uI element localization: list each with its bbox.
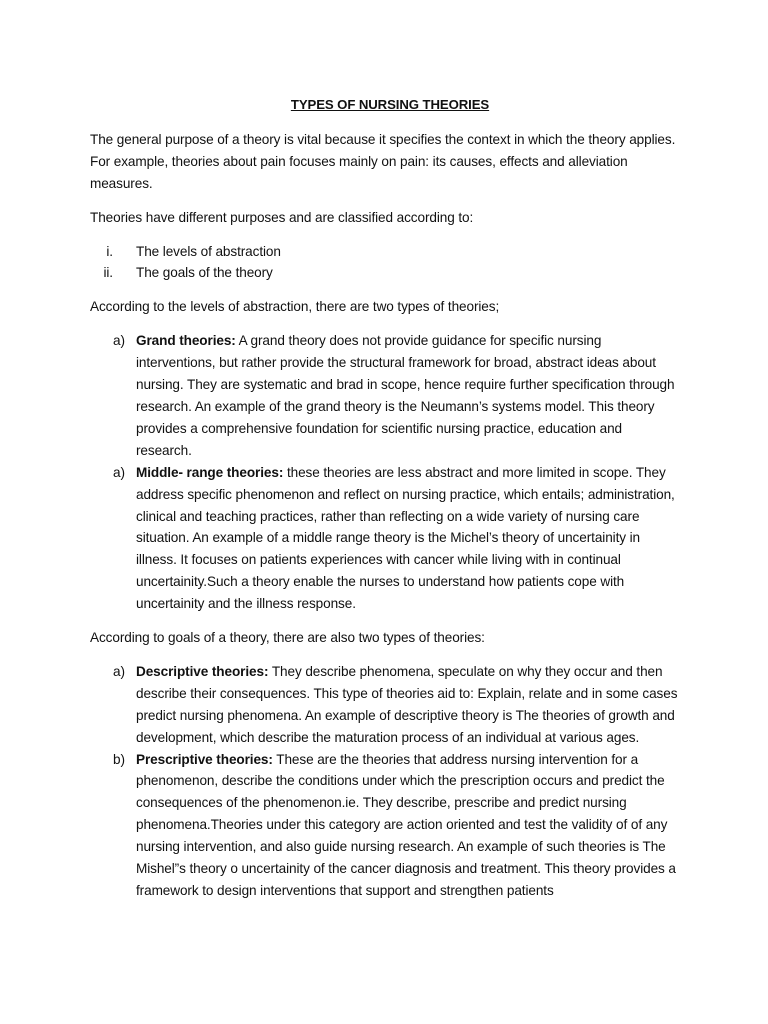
classification-intro: Theories have different purposes and are classified according to: bbox=[90, 209, 474, 225]
list-marker: a) bbox=[113, 663, 125, 679]
list-item-text: The levels of abstraction bbox=[136, 243, 281, 259]
goals-list bbox=[90, 661, 680, 902]
list-item bbox=[90, 462, 680, 615]
term-heading: Grand theories: bbox=[136, 333, 236, 349]
list-item-body bbox=[136, 661, 680, 749]
abstraction-list bbox=[90, 330, 680, 615]
list-item bbox=[90, 661, 680, 749]
goals-intro: According to goals of a theory, there are also two types of theories: bbox=[90, 630, 485, 646]
list-item-body bbox=[136, 749, 680, 902]
intro-paragraph: The general purpose of a theory is vital because it specifies the context in which the theory applies. For example, theories about pain focuses mainly on pain: its causes, effects and alleviation measures. bbox=[90, 131, 676, 191]
list-marker: b) bbox=[113, 751, 125, 767]
document-title: TYPES OF NURSING THEORIES bbox=[290, 97, 490, 112]
list-item bbox=[90, 241, 680, 263]
list-item bbox=[90, 330, 680, 461]
list-marker: i. bbox=[106, 243, 113, 259]
list-item-text: A grand theory does not provide guidance for specific nursing interventions, but rather provide the structural framework for broad, abstract ideas about nursing. They are systematic and brad in scope, hence require further specification through research. An example of the grand theory is the Neumann’s systems model. This theory provides a comprehensive foundation for scientific nursing practice, education and research. bbox=[136, 333, 675, 458]
list-item-text: These are the theories that address nursing intervention for a phenomenon, describe the conditions under which the prescription occurs and predict the consequences of the phenomenon.ie. They describe, prescribe and predict nursing phenomena.Theories under this category are action oriented and test the validity of of any nursing intervention, and also guide nursing research. An example of such theories is The Mishel”s theory o uncertainity of the cancer diagnosis and treatment. This theory provides a framework to design interventions that support and strengthen patients bbox=[136, 751, 676, 898]
document-page bbox=[90, 94, 680, 914]
list-item bbox=[90, 262, 680, 284]
term-heading: Prescriptive theories: bbox=[136, 751, 273, 767]
list-item-text: The goals of the theory bbox=[136, 265, 273, 281]
list-item bbox=[90, 749, 680, 902]
term-heading: Middle- range theories: bbox=[136, 464, 284, 480]
classification-list bbox=[90, 241, 680, 285]
term-heading: Descriptive theories: bbox=[136, 663, 269, 679]
list-item-body bbox=[136, 330, 680, 461]
list-marker: a) bbox=[113, 333, 125, 349]
list-item-body bbox=[136, 462, 680, 615]
list-marker: a) bbox=[113, 464, 125, 480]
list-marker: ii. bbox=[103, 265, 113, 281]
list-item-text: these theories are less abstract and more limited in scope. They address specific phenomenon and reflect on nursing practice, which entails; administration, clinical and teaching practices, rather than reflecting on a wide variety of nursing care situation. An example of a middle range theory is the Michel’s theory of uncertainity in illness. It focuses on patients experiences with cancer while living with in continual uncertainity.Such a theory enable the nurses to understand how patients cope with uncertainity and the illness response. bbox=[136, 464, 675, 612]
abstraction-intro: According to the levels of abstraction, there are two types of theories; bbox=[90, 299, 500, 315]
list-item-text: They describe phenomena, speculate on why they occur and then describe their consequences. This type of theories aid to: Explain, relate and in some cases predict nursing phenomena. An example of descriptive theory is The theories of growth and development, which describe the maturation process of an individual at various ages. bbox=[136, 663, 678, 745]
